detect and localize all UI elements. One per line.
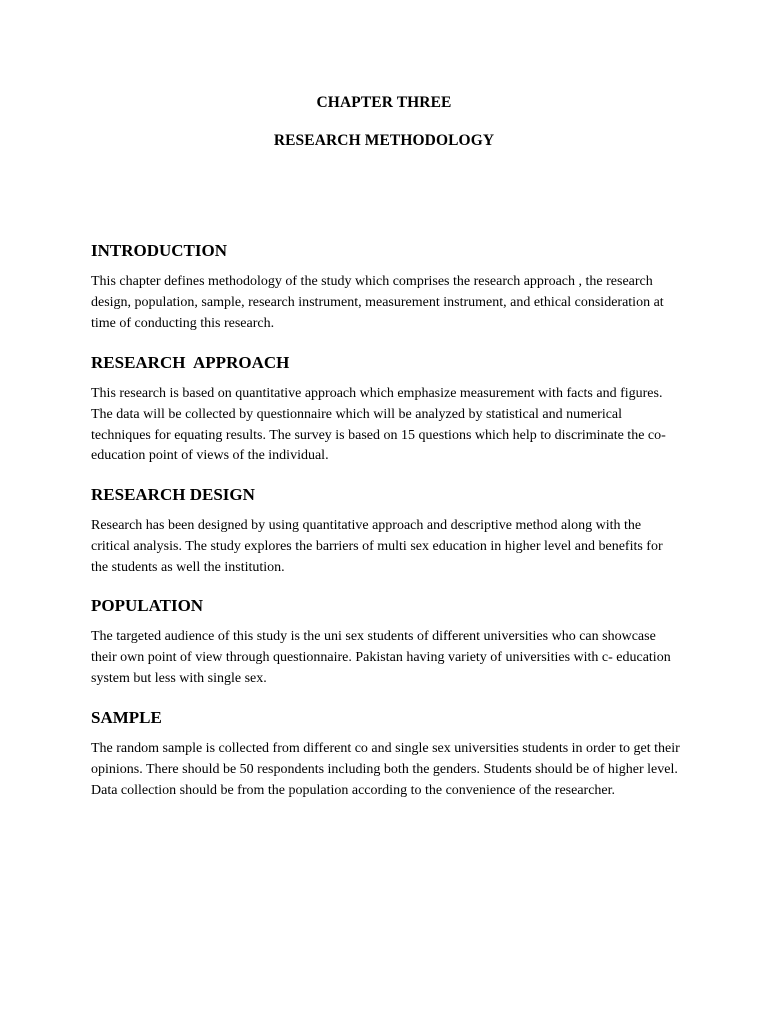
section-heading: RESEARCH APPROACH [91, 353, 290, 372]
section-research-design [91, 485, 683, 578]
section-population [91, 596, 683, 689]
section-heading: RESEARCH DESIGN [91, 485, 255, 504]
section-sample [91, 708, 683, 801]
section-paragraph: The targeted audience of this study is the uni sex students of different universities who can showcase their own point of view through questionnaire. Pakistan having variety of universities with c- education system but less with single sex. [91, 629, 671, 686]
section-paragraph: The random sample is collected from different co and single sex universities students in order to get their opinions. There should be 50 respondents including both the genders. Students should be of higher level. Data collection should be from the population according to the convenience of the researcher. [91, 741, 680, 798]
section-introduction [91, 241, 683, 334]
section-paragraph: This chapter defines methodology of the study which comprises the research approach , the research design, population, sample, research instrument, measurement instrument, and ethical consideration at time of conducting this research. [91, 274, 664, 331]
chapter-title: CHAPTER THREE [316, 94, 452, 111]
section-paragraph: This research is based on quantitative approach which emphasize measurement with facts and figures. The data will be collected by questionnaire which will be analyzed by statistical and numerical techniques for equating results. The survey is based on 15 questions which help to discriminate the co-education point of views of the individual. [91, 386, 666, 464]
section-heading: INTRODUCTION [91, 241, 228, 260]
section-research-approach [91, 353, 683, 467]
section-paragraph: Research has been designed by using quantitative approach and descriptive method along with the critical analysis. The study explores the barriers of multi sex education in higher level and benefits for the students as well the institution. [91, 518, 663, 575]
section-heading: POPULATION [91, 596, 204, 615]
section-heading: SAMPLE [91, 708, 162, 727]
chapter-subtitle: RESEARCH METHODOLOGY [273, 132, 495, 149]
